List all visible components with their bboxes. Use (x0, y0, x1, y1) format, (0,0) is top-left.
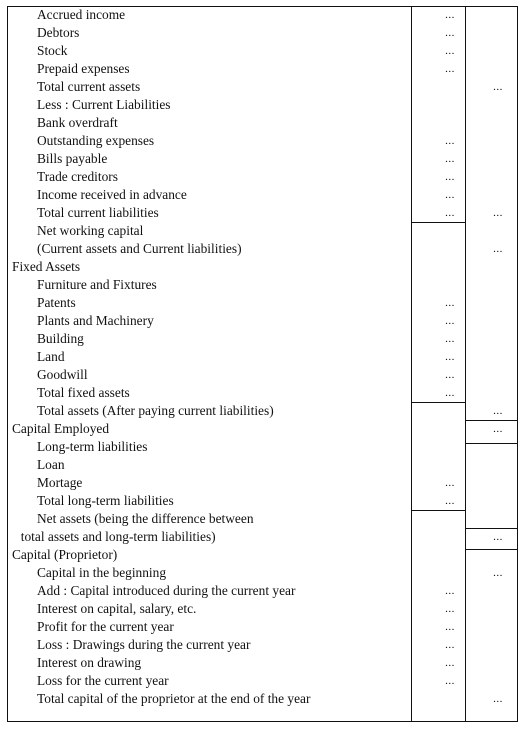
row-label: Loss : Drawings during the current year (37, 637, 251, 652)
statement-row (0, 564, 525, 582)
amount-placeholder-column-1: ... (445, 495, 455, 507)
amount-placeholder-column-2: ... (493, 81, 503, 93)
row-label: total assets and long-term liabilities) (20, 529, 216, 544)
amount-placeholder-column-1: ... (445, 45, 455, 57)
statement-row (0, 312, 525, 330)
statement-row (0, 672, 525, 690)
row-label: Add : Capital introduced during the current year (37, 583, 296, 598)
amount-placeholder-column-1: ... (445, 189, 455, 201)
statement-row (0, 78, 525, 96)
row-label: Loss for the current year (37, 673, 169, 688)
amount-placeholder-column-1: ... (445, 639, 455, 651)
statement-row (0, 132, 525, 150)
row-label: Trade creditors (37, 169, 118, 184)
row-label: Loan (37, 457, 65, 472)
statement-row (0, 6, 525, 24)
row-label: Capital Employed (12, 421, 110, 436)
amount-placeholder-column-1: ... (445, 153, 455, 165)
amount-placeholder-column-1: ... (445, 27, 455, 39)
row-label: Total current assets (37, 79, 141, 94)
row-label: Total long-term liabilities (37, 493, 174, 508)
row-label: Long-term liabilities (37, 439, 148, 454)
statement-row (0, 60, 525, 78)
amount-placeholder-column-2: ... (493, 693, 503, 705)
amount-placeholder-column-2: ... (493, 243, 503, 255)
statement-row (0, 204, 525, 222)
row-label: Capital in the beginning (37, 565, 167, 580)
amount-placeholder-column-1: ... (445, 477, 455, 489)
statement-row (0, 510, 525, 528)
row-label: Stock (37, 43, 68, 58)
statement-row (0, 618, 525, 636)
row-label: Furniture and Fixtures (37, 277, 157, 292)
row-label: (Current assets and Current liabilities) (37, 241, 242, 256)
row-label: Net working capital (37, 223, 144, 238)
amount-placeholder-column-2: ... (493, 531, 503, 543)
statement-row (0, 402, 525, 420)
amount-placeholder-column-1: ... (445, 657, 455, 669)
statement-row (0, 546, 525, 564)
row-label: Building (37, 331, 84, 346)
amount-placeholder-column-1: ... (445, 207, 455, 219)
row-label: Total current liabilities (37, 205, 159, 220)
row-label: Total fixed assets (37, 385, 130, 400)
amount-placeholder-column-1: ... (445, 9, 455, 21)
statement-row (0, 330, 525, 348)
amount-placeholder-column-1: ... (445, 351, 455, 363)
statement-row (0, 294, 525, 312)
row-label: Profit for the current year (37, 619, 174, 634)
row-label: Total assets (After paying current liabilities) (37, 403, 274, 418)
amount-placeholder-column-1: ... (445, 387, 455, 399)
statement-row (0, 258, 525, 276)
amount-placeholder-column-2: ... (493, 405, 503, 417)
row-label: Fixed Assets (12, 259, 81, 274)
statement-row (0, 42, 525, 60)
row-label: Mortage (37, 475, 83, 490)
row-label: Net assets (being the difference between (37, 511, 254, 526)
statement-row (0, 420, 525, 438)
amount-placeholder-column-1: ... (445, 135, 455, 147)
row-label: Prepaid expenses (37, 61, 130, 76)
statement-row (0, 276, 525, 294)
statement-row (0, 150, 525, 168)
amount-placeholder-column-2: ... (493, 567, 503, 579)
statement-row (0, 24, 525, 42)
amount-placeholder-column-1: ... (445, 315, 455, 327)
row-label: Bills payable (37, 151, 108, 166)
row-label: Total capital of the proprietor at the end of the year (37, 691, 311, 706)
amount-placeholder-column-2: ... (493, 207, 503, 219)
statement-row (0, 384, 525, 402)
statement-row (0, 240, 525, 258)
row-label: Interest on drawing (37, 655, 142, 670)
amount-placeholder-column-1: ... (445, 369, 455, 381)
statement-row (0, 366, 525, 384)
statement-row (0, 690, 525, 708)
row-label: Debtors (37, 25, 80, 40)
statement-row (0, 168, 525, 186)
row-label: Patents (37, 295, 76, 310)
statement-row (0, 96, 525, 114)
statement-row (0, 582, 525, 600)
statement-row (0, 456, 525, 474)
statement-row (0, 528, 525, 546)
amount-placeholder-column-1: ... (445, 63, 455, 75)
amount-placeholder-column-1: ... (445, 297, 455, 309)
amount-placeholder-column-1: ... (445, 171, 455, 183)
statement-row (0, 654, 525, 672)
amount-placeholder-column-1: ... (445, 603, 455, 615)
row-label: Land (37, 349, 65, 364)
row-label: Plants and Machinery (37, 313, 154, 328)
amount-placeholder-column-1: ... (445, 621, 455, 633)
row-label: Accrued income (37, 7, 126, 22)
statement-row (0, 438, 525, 456)
amount-placeholder-column-1: ... (445, 585, 455, 597)
statement-row (0, 474, 525, 492)
statement-row (0, 636, 525, 654)
row-label: Goodwill (37, 367, 88, 382)
statement-row (0, 222, 525, 240)
statement-row (0, 348, 525, 366)
statement-row (0, 492, 525, 510)
amount-placeholder-column-2: ... (493, 423, 503, 435)
row-label: Bank overdraft (37, 115, 118, 130)
statement-row (0, 600, 525, 618)
row-label: Less : Current Liabilities (37, 97, 171, 112)
row-label: Interest on capital, salary, etc. (37, 601, 197, 616)
row-label: Outstanding expenses (37, 133, 155, 148)
statement-row (0, 114, 525, 132)
statement-row (0, 186, 525, 204)
frame-bottom (7, 721, 518, 722)
amount-placeholder-column-1: ... (445, 333, 455, 345)
amount-placeholder-column-1: ... (445, 675, 455, 687)
row-label: Income received in advance (37, 187, 187, 202)
row-label: Capital (Proprietor) (12, 547, 118, 562)
